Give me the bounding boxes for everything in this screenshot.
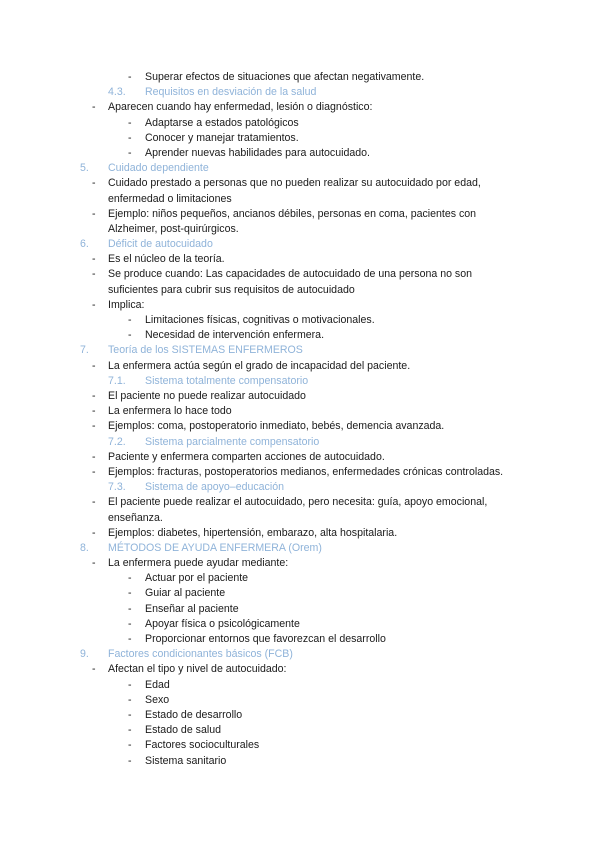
item-text: Necesidad de intervención enfermera. bbox=[145, 329, 325, 342]
bullet-dash: - bbox=[92, 359, 96, 372]
item-text: Edad bbox=[145, 678, 170, 691]
bullet-dash: - bbox=[128, 587, 132, 600]
item-text: Actuar por el paciente bbox=[145, 572, 249, 585]
item-text: Ejemplos: coma, postoperatorio inmediato, bebés, demencia avanzada. bbox=[108, 420, 445, 433]
bullet-dash: - bbox=[92, 526, 96, 539]
list-item bbox=[0, 404, 600, 419]
heading-number: 5. bbox=[80, 162, 89, 175]
item-text: La enfermera puede ayudar mediante: bbox=[108, 557, 289, 570]
bullet-dash: - bbox=[128, 314, 132, 327]
item-text: Aparecen cuando hay enfermedad, lesión o diagnóstico: bbox=[108, 101, 373, 114]
heading-number: 7.2. bbox=[108, 435, 126, 448]
list-item bbox=[0, 693, 600, 708]
heading-number: 7. bbox=[80, 344, 89, 357]
bullet-dash: - bbox=[92, 177, 96, 190]
list-item bbox=[0, 526, 600, 541]
section-heading bbox=[0, 480, 600, 495]
item-text: Aprender nuevas habilidades para autocuidado. bbox=[145, 146, 370, 159]
section-heading bbox=[0, 541, 600, 556]
bullet-dash: - bbox=[92, 389, 96, 402]
list-item bbox=[0, 754, 600, 769]
bullet-dash: - bbox=[92, 496, 96, 509]
section-heading bbox=[0, 647, 600, 662]
list-item bbox=[0, 70, 600, 85]
bullet-dash: - bbox=[128, 693, 132, 706]
list-item bbox=[0, 116, 600, 131]
list-item bbox=[0, 252, 600, 267]
heading-number: 7.1. bbox=[108, 374, 126, 387]
bullet-dash: - bbox=[92, 420, 96, 433]
list-item bbox=[0, 359, 600, 374]
list-item bbox=[0, 207, 600, 237]
bullet-dash: - bbox=[92, 557, 96, 570]
list-item bbox=[0, 465, 600, 480]
item-text: Conocer y manejar tratamientos. bbox=[145, 131, 299, 144]
item-text: Sexo bbox=[145, 693, 170, 706]
list-item bbox=[0, 632, 600, 647]
item-text: El paciente puede realizar el autocuidado, pero necesita: guía, apoyo emocional, enseñanza. bbox=[108, 496, 488, 524]
item-text: Guiar al paciente bbox=[145, 587, 226, 600]
list-item bbox=[0, 495, 600, 525]
bullet-dash: - bbox=[128, 602, 132, 615]
bullet-dash: - bbox=[92, 207, 96, 220]
heading-text: Factores condicionantes básicos (FCB) bbox=[108, 648, 293, 661]
item-text: Superar efectos de situaciones que afectan negativamente. bbox=[145, 71, 425, 83]
section-heading bbox=[0, 343, 600, 358]
item-text: Enseñar al paciente bbox=[145, 602, 239, 615]
list-item bbox=[0, 267, 600, 297]
item-text: Cuidado prestado a personas que no pueden realizar su autocuidado por edad, enfermedad o limitaciones bbox=[108, 177, 481, 205]
bullet-dash: - bbox=[92, 450, 96, 463]
document-page bbox=[0, 70, 600, 769]
item-text: Factores socioculturales bbox=[145, 739, 260, 752]
heading-text: Cuidado dependiente bbox=[108, 162, 209, 175]
list-item bbox=[0, 556, 600, 571]
list-item bbox=[0, 131, 600, 146]
bullet-dash: - bbox=[92, 101, 96, 114]
bullet-dash: - bbox=[92, 663, 96, 676]
heading-text: Sistema parcialmente compensatorio bbox=[145, 435, 320, 448]
heading-text: Requisitos en desviación de la salud bbox=[145, 86, 317, 99]
heading-text: Déficit de autocuidado bbox=[108, 238, 213, 251]
list-item bbox=[0, 146, 600, 161]
bullet-dash: - bbox=[92, 298, 96, 311]
list-item bbox=[0, 450, 600, 465]
bullet-dash: - bbox=[128, 572, 132, 585]
item-text: Adaptarse a estados patológicos bbox=[145, 116, 299, 129]
list-item bbox=[0, 176, 600, 206]
bullet-dash: - bbox=[128, 131, 132, 144]
item-text: Proporcionar entornos que favorezcan el desarrollo bbox=[145, 633, 386, 645]
list-item bbox=[0, 678, 600, 693]
bullet-dash: - bbox=[92, 253, 96, 266]
heading-number: 8. bbox=[80, 541, 89, 554]
bullet-dash: - bbox=[92, 465, 96, 478]
section-heading bbox=[0, 237, 600, 252]
item-text: El paciente no puede realizar autocuidado bbox=[108, 389, 306, 402]
list-item bbox=[0, 419, 600, 434]
list-item bbox=[0, 298, 600, 313]
list-item bbox=[0, 571, 600, 586]
heading-number: 9. bbox=[80, 648, 89, 661]
item-text: Ejemplos: fracturas, postoperatorios medianos, enfermedades crónicas controladas. bbox=[108, 465, 504, 478]
bullet-dash: - bbox=[92, 268, 96, 281]
bullet-dash: - bbox=[128, 739, 132, 752]
bullet-dash: - bbox=[128, 617, 132, 630]
list-item bbox=[0, 617, 600, 632]
item-text: Estado de desarrollo bbox=[145, 708, 243, 721]
bullet-dash: - bbox=[128, 754, 132, 767]
bullet-dash: - bbox=[128, 724, 132, 737]
heading-number: 7.3. bbox=[108, 481, 126, 494]
heading-text: Teoría de los SISTEMAS ENFERMEROS bbox=[108, 344, 303, 357]
list-item bbox=[0, 328, 600, 343]
list-item bbox=[0, 738, 600, 753]
list-item bbox=[0, 389, 600, 404]
bullet-dash: - bbox=[128, 633, 132, 645]
list-item bbox=[0, 708, 600, 723]
list-item bbox=[0, 100, 600, 115]
item-text: Se produce cuando: Las capacidades de autocuidado de una persona no son suficientes para cubrir sus requisitos de autocuidado bbox=[108, 268, 472, 296]
section-heading bbox=[0, 374, 600, 389]
item-text: Sistema sanitario bbox=[145, 754, 227, 767]
heading-text: MÉTODOS DE AYUDA ENFERMERA (Orem) bbox=[108, 541, 322, 554]
item-text: Ejemplo: niños pequeños, ancianos débiles, personas en coma, pacientes con Alzheimer, post-quirúrgicos. bbox=[108, 207, 477, 235]
item-text: Afectan el tipo y nivel de autocuidado: bbox=[108, 663, 287, 676]
heading-text: Sistema totalmente compensatorio bbox=[145, 374, 309, 387]
heading-number: 6. bbox=[80, 238, 89, 251]
item-text: Limitaciones físicas, cognitivas o motivacionales. bbox=[145, 314, 375, 327]
bullet-dash: - bbox=[128, 678, 132, 691]
item-text: La enfermera lo hace todo bbox=[108, 405, 232, 418]
list-item bbox=[0, 313, 600, 328]
item-text: Apoyar física o psicológicamente bbox=[145, 617, 300, 630]
list-item bbox=[0, 662, 600, 677]
bullet-dash: - bbox=[128, 71, 132, 83]
item-text: Paciente y enfermera comparten acciones de autocuidado. bbox=[108, 450, 385, 463]
item-text: Ejemplos: diabetes, hipertensión, embarazo, alta hospitalaria. bbox=[108, 526, 398, 539]
section-heading bbox=[0, 435, 600, 450]
list-item bbox=[0, 586, 600, 601]
item-text: Implica: bbox=[108, 298, 145, 311]
section-heading bbox=[0, 161, 600, 176]
list-item bbox=[0, 602, 600, 617]
heading-text: Sistema de apoyo–educación bbox=[145, 481, 284, 494]
bullet-dash: - bbox=[92, 405, 96, 418]
bullet-dash: - bbox=[128, 116, 132, 129]
heading-number: 4.3. bbox=[108, 86, 126, 99]
list-item bbox=[0, 723, 600, 738]
bullet-dash: - bbox=[128, 146, 132, 159]
item-text: La enfermera actúa según el grado de incapacidad del paciente. bbox=[108, 359, 411, 372]
item-text: Es el núcleo de la teoría. bbox=[108, 253, 225, 266]
bullet-dash: - bbox=[128, 708, 132, 721]
bullet-dash: - bbox=[128, 329, 132, 342]
section-heading bbox=[0, 85, 600, 100]
item-text: Estado de salud bbox=[145, 724, 221, 737]
